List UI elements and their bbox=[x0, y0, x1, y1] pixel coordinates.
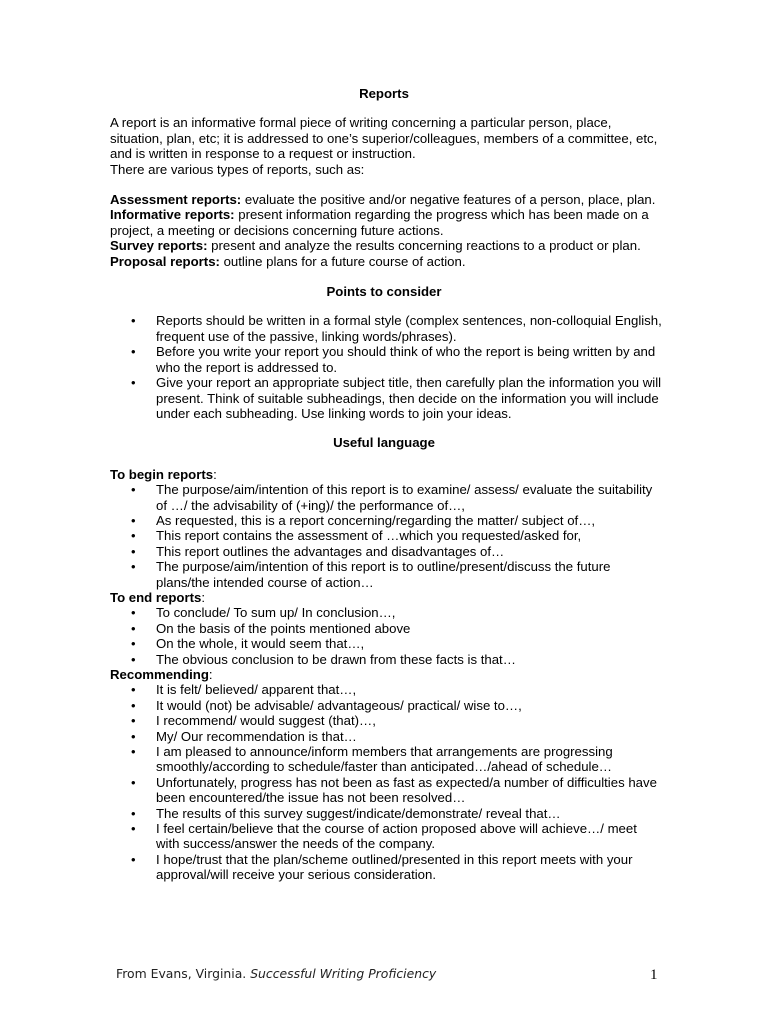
list-item-text: On the whole, it would seem that…, bbox=[156, 636, 365, 652]
page-title: Reports bbox=[359, 86, 409, 101]
report-type-term: Assessment reports: bbox=[110, 192, 242, 208]
source-citation bbox=[116, 966, 662, 981]
list-item bbox=[110, 713, 662, 728]
report-type-proposal bbox=[110, 254, 662, 269]
list-item bbox=[110, 806, 662, 821]
bullet-icon: • bbox=[131, 713, 136, 729]
list-item-text: This report outlines the advantages and disadvantages of… bbox=[156, 543, 505, 559]
list-item-text: It would (not) be advisable/ advantageous/ practical/ wise to…, bbox=[156, 697, 522, 713]
bullet-icon: • bbox=[131, 482, 136, 498]
report-type-description: outline plans for a future course of action. bbox=[219, 253, 466, 269]
list-item bbox=[110, 482, 662, 513]
bullet-icon: • bbox=[131, 821, 136, 837]
list-item-text: As requested, this is a report concerning/regarding the matter/ subject of…, bbox=[156, 512, 596, 528]
list-item bbox=[110, 652, 662, 667]
report-type-informative bbox=[110, 207, 662, 238]
begin-reports-list bbox=[110, 482, 662, 590]
end-reports-list bbox=[110, 605, 662, 667]
report-type-assessment bbox=[110, 192, 662, 207]
list-item-text: The results of this survey suggest/indicate/demonstrate/ reveal that… bbox=[156, 805, 561, 821]
list-item bbox=[110, 636, 662, 651]
citation-book-title: Successful Writing Proficiency bbox=[250, 966, 437, 981]
list-item bbox=[110, 821, 662, 852]
bullet-icon: • bbox=[131, 774, 136, 790]
bullet-icon: • bbox=[131, 636, 136, 652]
types-sentence: There are various types of reports, such as: bbox=[110, 161, 365, 177]
bullet-icon: • bbox=[131, 605, 136, 621]
list-item bbox=[110, 344, 662, 375]
list-item bbox=[110, 698, 662, 713]
list-item-text: It is felt/ believed/ apparent that…, bbox=[156, 682, 357, 698]
bullet-icon: • bbox=[131, 620, 136, 636]
bullet-icon: • bbox=[131, 559, 136, 575]
recommending-heading bbox=[110, 667, 662, 682]
report-type-description: present information regarding the progress which has been made on a project, a meeting or decisions concerning future actions. bbox=[110, 207, 649, 238]
list-item bbox=[110, 313, 662, 344]
bullet-icon: • bbox=[131, 744, 136, 760]
list-item bbox=[110, 775, 662, 806]
bullet-icon: • bbox=[131, 375, 136, 391]
list-item bbox=[110, 605, 662, 620]
list-item bbox=[110, 559, 662, 590]
heading-colon: : bbox=[213, 466, 217, 482]
citation-prefix: From Evans, Virginia. bbox=[116, 966, 251, 981]
list-item bbox=[110, 682, 662, 697]
bullet-icon: • bbox=[131, 851, 136, 867]
bullet-icon: • bbox=[131, 651, 136, 667]
bullet-icon: • bbox=[131, 682, 136, 698]
bullet-icon: • bbox=[131, 697, 136, 713]
report-type-description: evaluate the positive and/or negative features of a person, place, plan. bbox=[241, 192, 656, 208]
list-item-text: The purpose/aim/intention of this report is to outline/present/discuss the future plans/the intended course of action… bbox=[156, 559, 611, 590]
end-reports-heading bbox=[110, 590, 662, 605]
subsection-title: To begin reports bbox=[110, 466, 214, 482]
report-type-survey bbox=[110, 238, 662, 253]
bullet-icon: • bbox=[131, 313, 136, 329]
list-item-text: The purpose/aim/intention of this report is to examine/ assess/ evaluate the suitability of …/ the advisability of (+ing)/ the performance of…, bbox=[156, 482, 653, 513]
document-page bbox=[110, 86, 662, 883]
list-item-text: The obvious conclusion to be drawn from these facts is that… bbox=[156, 651, 516, 667]
list-item-text: I recommend/ would suggest (that)…, bbox=[156, 713, 376, 729]
bullet-icon: • bbox=[131, 344, 136, 360]
report-type-term: Proposal reports: bbox=[110, 253, 220, 269]
list-item-text: I hope/trust that the plan/scheme outlined/presented in this report meets with your approval/will receive your serious consideration. bbox=[156, 851, 633, 883]
list-item bbox=[110, 528, 662, 543]
page-number: 1 bbox=[650, 967, 658, 983]
list-item bbox=[110, 375, 662, 421]
list-item bbox=[110, 621, 662, 636]
bullet-icon: • bbox=[131, 512, 136, 528]
list-item-text: Reports should be written in a formal style (complex sentences, non-colloquial English, frequent use of the passive, linking words/phrases). bbox=[156, 313, 662, 344]
points-list bbox=[110, 313, 662, 421]
bullet-icon: • bbox=[131, 728, 136, 744]
list-item-text: To conclude/ To sum up/ In conclusion…, bbox=[156, 605, 396, 621]
heading-colon: : bbox=[208, 667, 213, 682]
bullet-icon: • bbox=[131, 805, 136, 821]
list-item-text: On the basis of the points mentioned above bbox=[156, 620, 411, 636]
list-item-text: This report contains the assessment of …which you requested/asked for, bbox=[156, 528, 582, 544]
list-item-text: I feel certain/believe that the course of action proposed above will achieve…/ meet with success/answer the needs of the company. bbox=[156, 821, 637, 852]
list-item bbox=[110, 513, 662, 528]
report-types-list bbox=[110, 192, 662, 269]
list-item-text: My/ Our recommendation is that… bbox=[156, 728, 357, 744]
recommending-list bbox=[110, 682, 662, 882]
list-item bbox=[110, 729, 662, 744]
list-item-text: I am pleased to announce/inform members that arrangements are progressing smoothly/according to schedule/faster than anticipated…/ahead of schedule… bbox=[156, 744, 613, 775]
bullet-icon: • bbox=[131, 528, 136, 544]
report-type-term: Informative reports: bbox=[110, 207, 235, 223]
list-item-text: Before you write your report you should think of who the report is being written by and who the report is addressed to. bbox=[156, 344, 656, 375]
bullet-icon: • bbox=[131, 543, 136, 559]
heading-colon: : bbox=[201, 589, 206, 605]
begin-reports-heading bbox=[110, 467, 662, 482]
useful-language-heading: Useful language bbox=[333, 435, 435, 451]
list-item-text: Give your report an appropriate subject title, then carefully plan the information you will present. Think of suitable subheadings, then decide on the information you will include under each subheading. Use linking words to join your ideas. bbox=[156, 375, 662, 421]
intro-paragraph: A report is an informative formal piece of writing concerning a particular person, place, situation, plan, etc; it is addressed to one’s superior/colleagues, members of a committee, etc, and is written in response to a request or instruction. bbox=[110, 115, 658, 162]
list-item-text: Unfortunately, progress has not been as fast as expected/a number of difficulties have been encountered/the issue has not been resolved… bbox=[156, 774, 657, 806]
list-item bbox=[110, 544, 662, 559]
subsection-title: To end reports bbox=[110, 589, 202, 605]
report-type-description: present and analyze the results concerning reactions to a product or plan. bbox=[207, 238, 641, 254]
list-item bbox=[110, 744, 662, 775]
report-type-term: Survey reports: bbox=[110, 238, 208, 254]
points-heading: Points to consider bbox=[326, 284, 442, 300]
list-item bbox=[110, 852, 662, 883]
subsection-title: Recommending bbox=[110, 667, 209, 682]
